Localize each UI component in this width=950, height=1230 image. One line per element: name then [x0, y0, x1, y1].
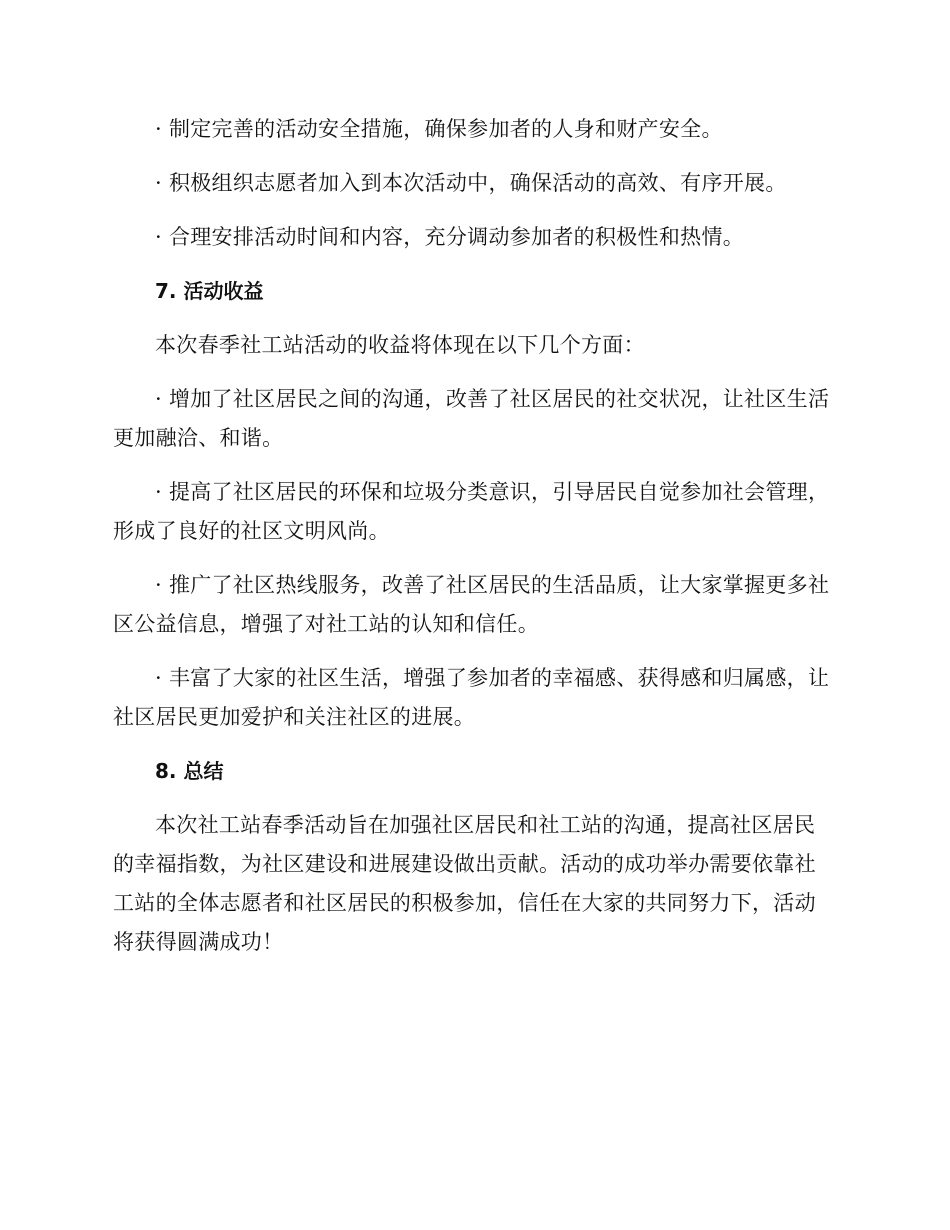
section-heading-summary: 8. 总结 — [155, 759, 224, 783]
bullet-schedule: · 合理安排活动时间和内容，充分调动参加者的积极性和热情。 — [155, 225, 745, 249]
document-body — [113, 110, 833, 977]
bullet-communication: · 增加了社区居民之间的沟通，改善了社区居民的社交状况，让社区生活更加融洽、和谐。 — [113, 387, 830, 450]
bullet-community-life: · 丰富了大家的社区生活，增强了参加者的幸福感、获得感和归属感，让社区居民更加爱护和关注社区的进展。 — [113, 666, 830, 729]
bullet-volunteers: · 积极组织志愿者加入到本次活动中，确保活动的高效、有序开展。 — [155, 171, 787, 195]
bullet-hotline: · 推广了社区热线服务，改善了社区居民的生活品质，让大家掌握更多社区公益信息，增强了对社工站的认知和信任。 — [113, 573, 830, 636]
bullet-environment: · 提高了社区居民的环保和垃圾分类意识，引导居民自觉参加社会管理，形成了良好的社区文明风尚。 — [113, 480, 830, 543]
bullet-safety-measures: · 制定完善的活动安全措施，确保参加者的人身和财产安全。 — [155, 117, 723, 141]
summary-paragraph: 本次社工站春季活动旨在加强社区居民和社工站的沟通，提高社区居民的幸福指数，为社区建设和进展建设做出贡献。活动的成功举办需要依靠社工站的全体志愿者和社区居民的积极参加，信任在大家的共同努力下，活动将获得圆满成功！ — [113, 813, 816, 954]
section-heading-benefits: 7. 活动收益 — [155, 279, 264, 303]
benefits-intro: 本次春季社工站活动的收益将体现在以下几个方面： — [155, 333, 645, 357]
